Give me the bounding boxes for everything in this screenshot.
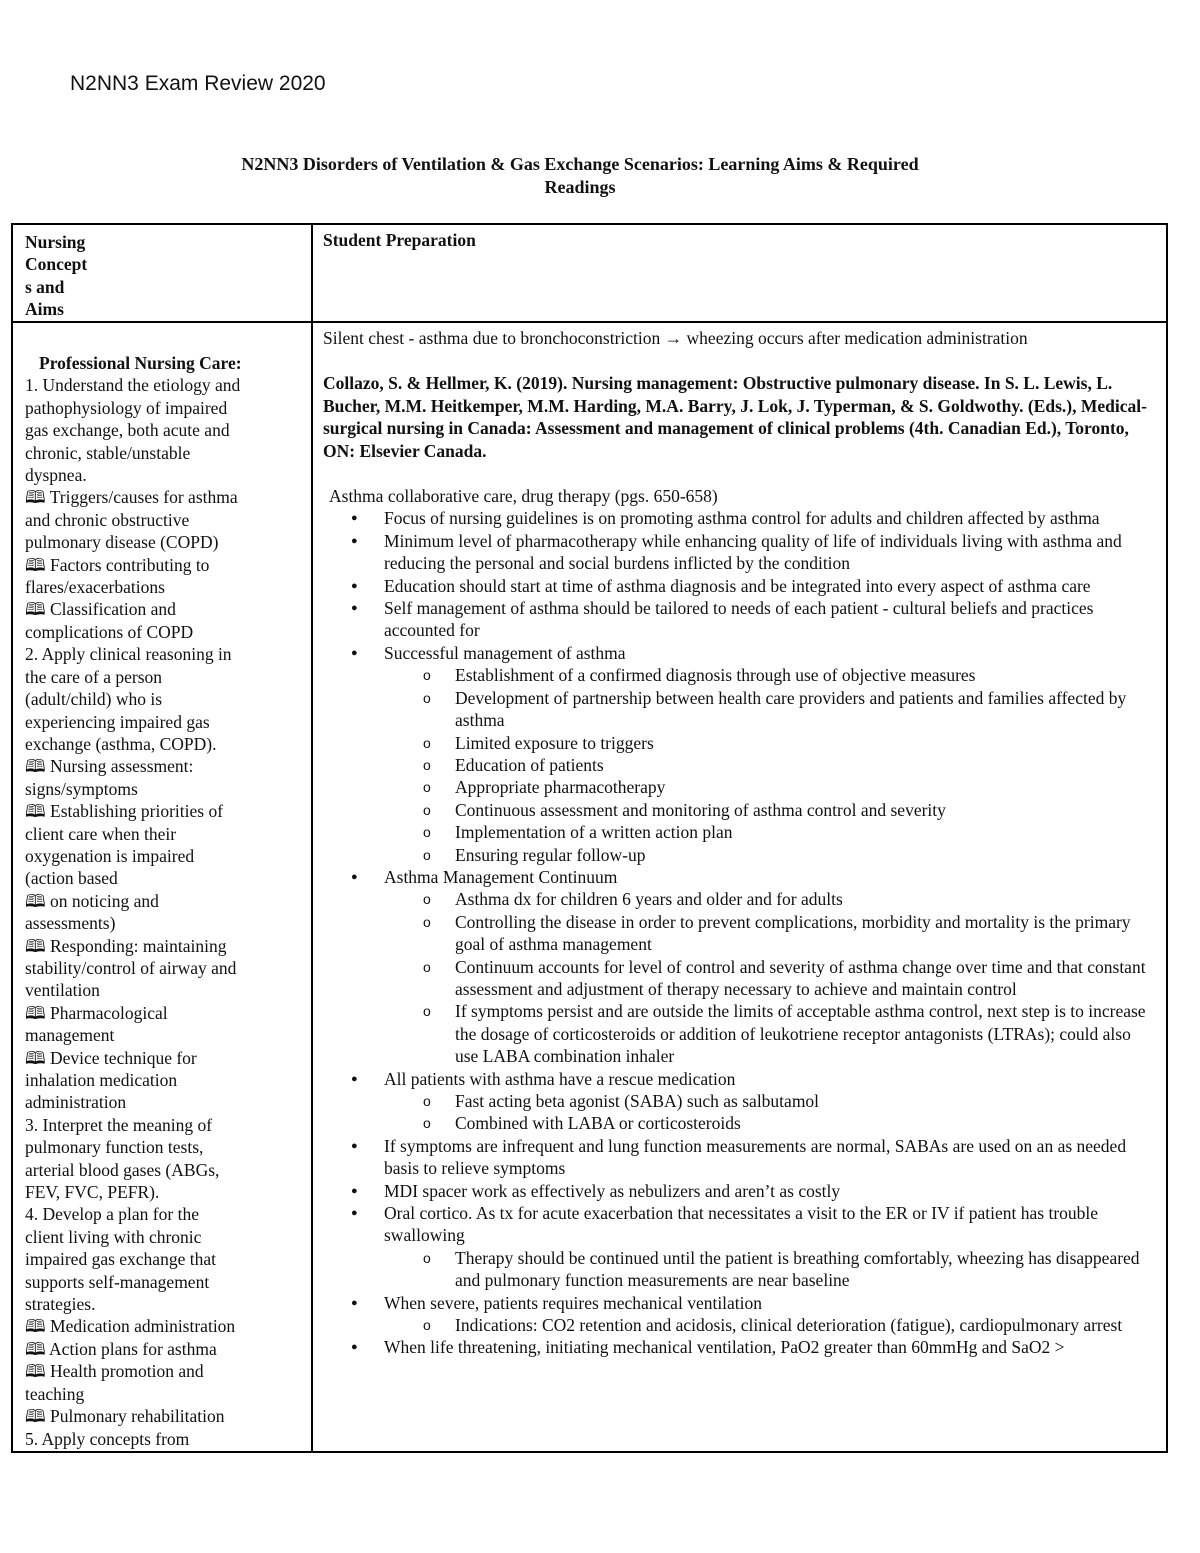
sub-bullet-item: o Establishment of a confirmed diagnosis through use of objective measures	[323, 664, 1156, 686]
sub-bullet-item: o Therapy should be continued until the patient is breathing comfortably, wheezing has disappeared and pulmonary function measurements are near baseline	[323, 1247, 1156, 1292]
professional-nursing-care-heading: Professional Nursing Care:	[39, 353, 242, 373]
section-title: Asthma collaborative care, drug therapy (pgs. 650-658)	[329, 486, 718, 507]
aim-line: impaired gas exchange that	[25, 1249, 216, 1270]
bullet-text: Focus of nursing guidelines is on promoting asthma control for adults and children affected by asthma	[384, 508, 1100, 529]
aim-line: ventilation	[25, 980, 100, 1001]
sub-bullet-item: o Development of partnership between health care providers and patients and families affected by asthma	[323, 687, 1156, 732]
sub-bullet-item: o Continuum accounts for level of control and severity of asthma change over time and that constant assessment and adjustment of therapy necessary to achieve and maintain control	[323, 956, 1156, 1001]
aim-line: 🕮 on noticing and	[25, 890, 159, 911]
sub-bullet-list	[323, 1247, 1156, 1292]
col1-header	[25, 229, 301, 321]
sub-bullet-list	[323, 664, 1156, 866]
bullet-item	[323, 1202, 1156, 1292]
aim-line: 🕮 Health promotion and	[25, 1361, 204, 1382]
sub-bullet-item: o Limited exposure to triggers	[323, 732, 1156, 754]
aim-line: 2. Apply clinical reasoning in	[25, 644, 232, 665]
aim-line: 4. Develop a plan for the	[25, 1204, 199, 1225]
aim-line: arterial blood gases (ABGs,	[25, 1159, 220, 1180]
aim-line: flares/exacerbations	[25, 577, 165, 598]
aim-line: client living with chronic	[25, 1226, 202, 1247]
sub-bullet-list	[323, 1314, 1156, 1336]
bullet-item	[323, 575, 1156, 597]
bullet-text: Minimum level of pharmacotherapy while enhancing quality of life of individuals living with asthma and reducing the personal and social burdens inflicted by the condition	[384, 530, 1122, 574]
preparation-cell	[312, 322, 1167, 1452]
aim-line: pulmonary function tests,	[25, 1137, 204, 1158]
bullet-text: When severe, patients requires mechanical ventilation	[384, 1292, 763, 1313]
bullet-text: All patients with asthma have a rescue medication	[384, 1068, 736, 1089]
bullet-item	[323, 597, 1156, 642]
aim-line: (adult/child) who is	[25, 689, 163, 710]
bullet-item	[323, 1292, 1156, 1337]
aim-line: FEV, FVC, PEFR).	[25, 1182, 160, 1203]
aim-line: oxygenation is impaired	[25, 845, 195, 866]
aim-line: 🕮 Responding: maintaining	[25, 935, 227, 956]
aim-line: and chronic obstructive	[25, 509, 190, 530]
col1-header-line: Aims	[25, 299, 64, 320]
aim-line: client care when their	[25, 823, 177, 844]
bullet-item	[323, 866, 1156, 1068]
aim-line: 🕮 Pulmonary rehabilitation	[25, 1406, 225, 1427]
sub-bullet-item: o Fast acting beta agonist (SABA) such as salbutamol	[323, 1090, 1156, 1112]
aim-line: dyspnea.	[25, 465, 87, 486]
title-line-1: N2NN3 Disorders of Ventilation & Gas Exchange Scenarios: Learning Aims & Required	[241, 154, 919, 174]
aim-line: 🕮 Factors contributing to	[25, 554, 210, 575]
sub-bullet-item: o Controlling the disease in order to prevent complications, morbidity and mortality is the primary goal of asthma management	[323, 911, 1156, 956]
table-header-row	[12, 224, 1167, 322]
intro-note: Silent chest - asthma due to bronchoconstriction → wheezing occurs after medication administration	[323, 328, 1028, 348]
bullet-item	[323, 1135, 1156, 1180]
aim-line: 3. Interpret the meaning of	[25, 1114, 213, 1135]
aims-list	[25, 374, 301, 1450]
aim-line: 🕮 Pharmacological	[25, 1002, 168, 1023]
aim-line: 1. Understand the etiology and	[25, 375, 241, 396]
reference-citation: Collazo, S. & Hellmer, K. (2019). Nursing management: Obstructive pulmonary disease. In S. L. Lewis, L. Bucher, M.M. Heitkemper, M.M. Harding, M.A. Barry, J. Lok, J. Typerman, & S. Goldwothy. (Eds.), Medical-surgical nursing in Canada: Assessment and management of clinical problems (4th. Canadian Ed.), Toronto, ON: Elsevier Canada.	[323, 373, 1147, 461]
aim-line: exchange (asthma, COPD).	[25, 733, 217, 754]
sub-bullet-item: o Appropriate pharmacotherapy	[323, 776, 1156, 798]
aim-line: administration	[25, 1092, 127, 1113]
title-line-2: Readings	[544, 177, 616, 197]
col1-header-line: Concept	[25, 254, 88, 275]
col1-header-cell	[12, 224, 312, 322]
sub-bullet-item: o Indications: CO2 retention and acidosis, clinical deterioration (fatigue), cardiopulmonary arrest	[323, 1314, 1156, 1336]
aim-line: pathophysiology of impaired	[25, 397, 228, 418]
aim-line: 5. Apply concepts from	[25, 1428, 190, 1449]
aim-line: management	[25, 1025, 115, 1046]
aim-line: 🕮 Triggers/causes for asthma	[25, 487, 238, 508]
aim-line: 🕮 Classification and	[25, 599, 176, 620]
col2-header-cell	[312, 224, 1167, 322]
aim-line: 🕮 Device technique for	[25, 1047, 197, 1068]
sub-bullet-item: o Continuous assessment and monitoring of asthma control and severity	[323, 799, 1156, 821]
bullet-item	[323, 1068, 1156, 1135]
page-header: N2NN3 Exam Review 2020	[70, 72, 326, 95]
col2-header: Student Preparation	[323, 230, 476, 250]
aim-line: 🕮 Medication administration	[25, 1316, 236, 1337]
aim-line: the care of a person	[25, 666, 163, 687]
sub-bullet-list	[323, 888, 1156, 1067]
aim-line: supports self-management	[25, 1271, 210, 1292]
aim-line: 🕮 Nursing assessment:	[25, 756, 194, 777]
aim-line: teaching	[25, 1383, 85, 1404]
col1-header-line: s and	[25, 276, 65, 297]
aim-line: 🕮 Action plans for asthma	[25, 1338, 217, 1359]
aim-line: stability/control of airway and	[25, 957, 237, 978]
bullet-item	[323, 642, 1156, 866]
aim-line: assessments)	[25, 913, 116, 934]
bullet-item	[323, 1180, 1156, 1202]
bullet-text: If symptoms are infrequent and lung function measurements are normal, SABAs are used on an as needed basis to relieve symptoms	[384, 1135, 1127, 1179]
sub-bullet-item: o Implementation of a written action plan	[323, 821, 1156, 843]
bullet-text: When life threatening, initiating mechanical ventilation, PaO2 greater than 60mmHg and SaO2 >	[384, 1337, 1065, 1358]
bullet-item	[323, 530, 1156, 575]
aim-line: strategies.	[25, 1294, 96, 1315]
table-body-row	[12, 322, 1167, 1452]
bullet-text: Successful management of asthma	[384, 642, 626, 663]
sub-bullet-item: o Ensuring regular follow-up	[323, 844, 1156, 866]
sub-bullet-list	[323, 1090, 1156, 1135]
aim-line: pulmonary disease (COPD)	[25, 532, 219, 553]
aim-line: signs/symptoms	[25, 778, 138, 799]
bullet-text: Asthma Management Continuum	[384, 866, 618, 887]
sub-bullet-item: o Asthma dx for children 6 years and older and for adults	[323, 888, 1156, 910]
bullet-text: Self management of asthma should be tailored to needs of each patient - cultural beliefs and practices accounted for	[384, 598, 1094, 641]
aim-line: experiencing impaired gas	[25, 711, 210, 732]
bullet-item	[323, 507, 1156, 529]
bullet-item	[323, 1336, 1156, 1358]
col1-header-line: Nursing	[25, 232, 86, 252]
learning-aims-table	[11, 223, 1168, 1453]
sub-bullet-item: o If symptoms persist and are outside the limits of acceptable asthma control, next step is to increase the dosage of corticosteroids or addition of leukotriene receptor antagonists (LTRAs); could also use LABA combination inhaler	[323, 1000, 1156, 1067]
document-title	[150, 153, 1010, 199]
bullet-list	[323, 507, 1156, 1358]
aim-line: inhalation medication	[25, 1070, 178, 1090]
aim-line: complications of COPD	[25, 621, 194, 642]
bullet-text: Education should start at time of asthma diagnosis and be integrated into every aspect of asthma care	[384, 575, 1091, 596]
aim-line: gas exchange, both acute and	[25, 420, 230, 441]
sub-bullet-item: o Education of patients	[323, 754, 1156, 776]
bullet-text: Oral cortico. As tx for acute exacerbation that necessitates a visit to the ER or IV if patient has trouble swallowing	[384, 1203, 1099, 1246]
concepts-cell	[12, 322, 312, 1452]
aim-line: 🕮 Establishing priorities of	[25, 801, 224, 822]
sub-bullet-item: o Combined with LABA or corticosteroids	[323, 1112, 1156, 1134]
aim-line: chronic, stable/unstable	[25, 442, 191, 463]
bullet-text: MDI spacer work as effectively as nebulizers and aren’t as costly	[384, 1180, 841, 1201]
aim-line: (action based	[25, 868, 118, 889]
